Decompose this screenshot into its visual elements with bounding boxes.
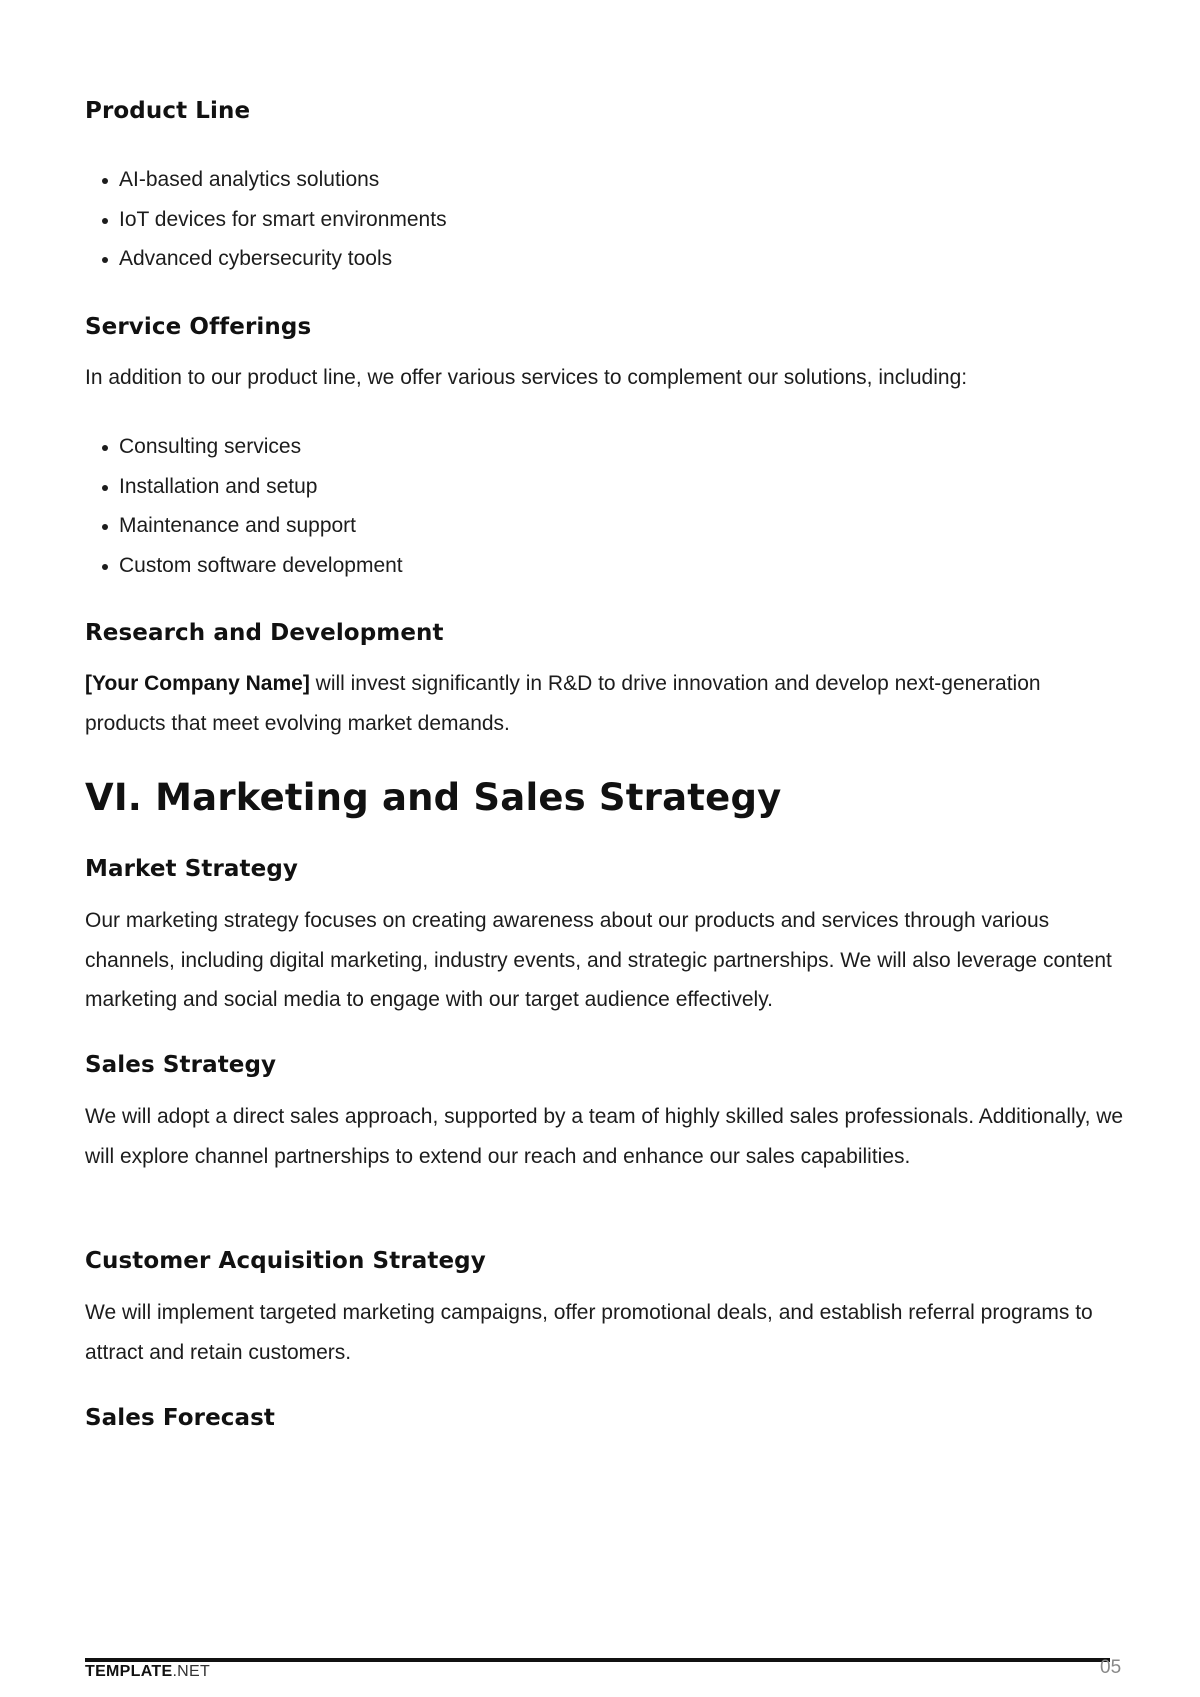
research-development-body: will invest significantly in R&D to drive innovation and develop next-generation products that meet evolving market demands. xyxy=(85,672,1041,735)
section-title: VI. Marketing and Sales Strategy xyxy=(85,776,782,819)
footer-logo: TEMPLATE.NET xyxy=(85,1663,211,1680)
footer-divider xyxy=(85,1658,1110,1662)
service-offerings-intro: In addition to our product line, we offer various services to complement our solutions, including: xyxy=(85,366,968,389)
service-offerings-heading: Service Offerings xyxy=(85,314,312,340)
customer-acquisition-heading: Customer Acquisition Strategy xyxy=(85,1248,486,1274)
list-item: Advanced cybersecurity tools xyxy=(85,239,447,279)
research-development-text xyxy=(85,664,1125,743)
market-strategy-text: Our marketing strategy focuses on creating awareness about our products and services through various channels, including digital marketing, industry events, and strategic partnerships. We will also leverage content marketing and social media to engage with our target audience effectively. xyxy=(85,909,1112,1011)
list-item: Maintenance and support xyxy=(85,506,403,546)
list-item: AI-based analytics solutions xyxy=(85,160,447,200)
sales-strategy-heading: Sales Strategy xyxy=(85,1052,277,1078)
sales-forecast-heading: Sales Forecast xyxy=(85,1405,276,1431)
list-item: IoT devices for smart environments xyxy=(85,200,447,240)
product-line-heading: Product Line xyxy=(85,98,251,124)
list-item: Consulting services xyxy=(85,427,403,467)
product-line-list xyxy=(85,160,447,279)
service-offerings-list xyxy=(85,427,403,585)
customer-acquisition-text: We will implement targeted marketing campaigns, offer promotional deals, and establish referral programs to attract and retain customers. xyxy=(85,1301,1093,1364)
sales-strategy-text: We will adopt a direct sales approach, supported by a team of highly skilled sales professionals. Additionally, we will explore channel partnerships to extend our reach and enhance our sales capabilities. xyxy=(85,1105,1124,1168)
list-item: Installation and setup xyxy=(85,467,403,507)
market-strategy-heading: Market Strategy xyxy=(85,856,299,882)
list-item: Custom software development xyxy=(85,546,403,586)
page-number: 05 xyxy=(1100,1657,1122,1678)
company-name-placeholder: [Your Company Name] xyxy=(85,672,310,695)
research-development-heading: Research and Development xyxy=(85,620,444,646)
